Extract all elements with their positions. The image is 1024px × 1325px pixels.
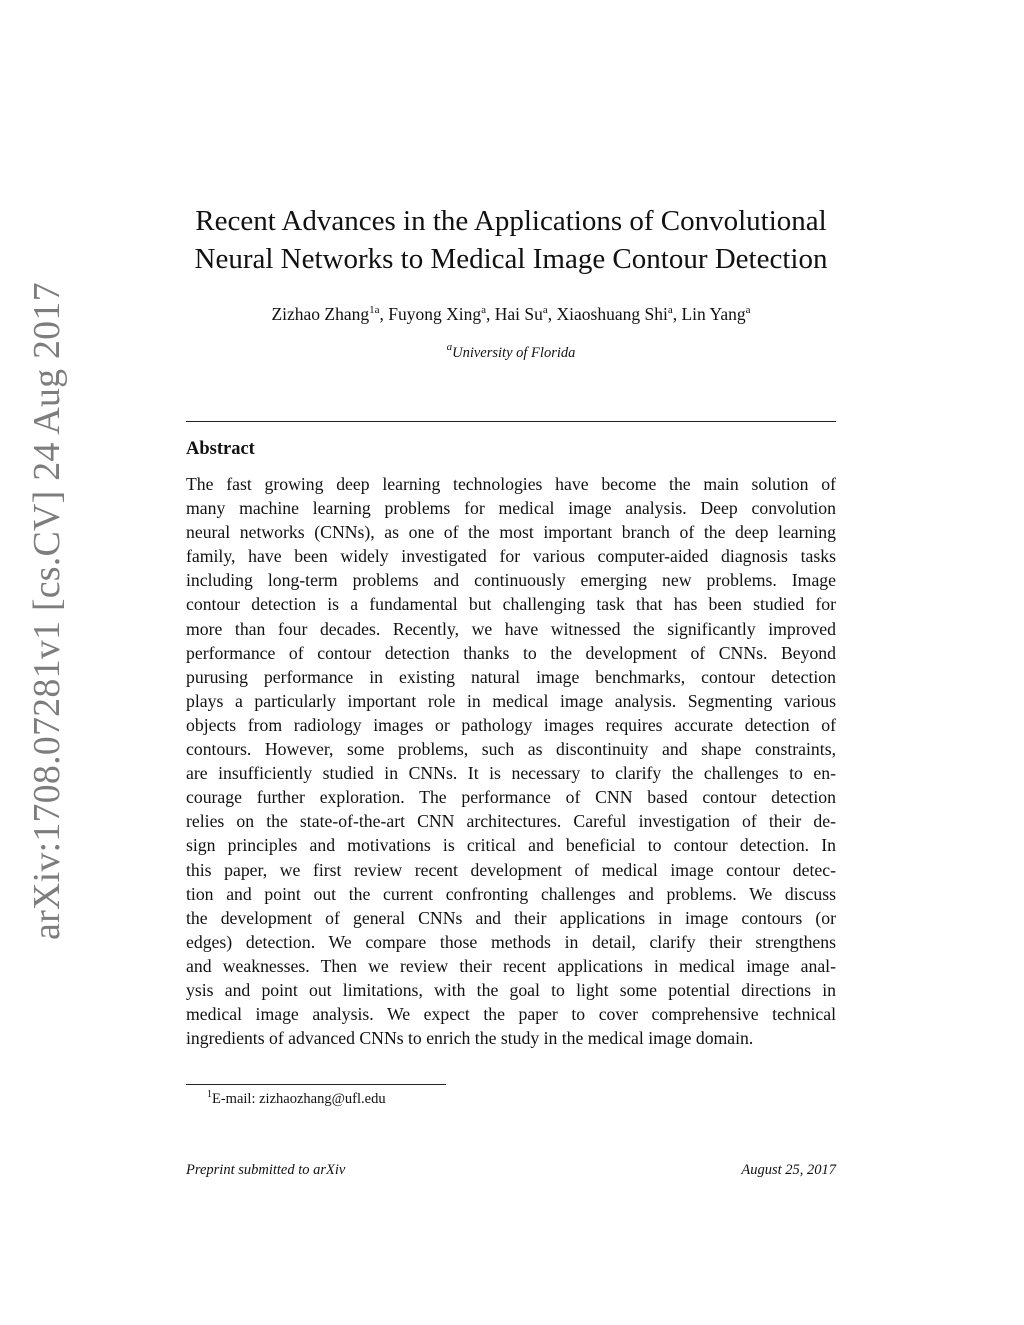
abstract-line: neural networks (CNNs), as one of the most important branch of the deep learning: [186, 522, 836, 543]
abstract-line: tion and point out the current confronting challenges and problems. We discuss: [186, 883, 836, 904]
abstract-line: family, have been widely investigated for various computer-aided diagnosis tasks: [186, 546, 836, 567]
title-line-2: Neural Networks to Medical Image Contour Detection: [194, 243, 828, 275]
abstract-line: this paper, we first review recent development of medical image contour detec-: [186, 859, 836, 880]
author-name: Fuyong Xing: [388, 304, 482, 324]
affiliation-mark: a: [446, 341, 453, 353]
abstract-line: edges) detection. We compare those methods in detail, clarify their strengthens: [186, 931, 836, 952]
abstract-line: performance of contour detection thanks to the development of CNNs. Beyond: [186, 642, 836, 663]
abstract-line: contour detection is a fundamental but challenging task that has been studied for: [186, 594, 836, 615]
affiliation-name: University of Florida: [452, 345, 576, 361]
abstract-line: purusing performance in existing natural image benchmarks, contour detection: [186, 666, 836, 687]
abstract-line: more than four decades. Recently, we have witnessed the significantly improved: [186, 618, 836, 639]
abstract-line: ysis and point out limitations, with the goal to light some potential directions in: [186, 979, 836, 1000]
header-divider: [186, 421, 836, 422]
abstract-line: are insufficiently studied in CNNs. It is necessary to clarify the challenges to en-: [186, 763, 836, 784]
footer-date: August 25, 2017: [741, 1162, 836, 1178]
author-affiliation-mark: a: [542, 304, 548, 316]
abstract-line: courage further exploration. The performance of CNN based contour detection: [186, 787, 836, 808]
author-affiliation-mark: a: [667, 304, 673, 316]
footer-preprint-note: Preprint submitted to arXiv: [186, 1162, 346, 1178]
paper-title: [186, 202, 836, 278]
footnote: [207, 1089, 386, 1109]
abstract-line: relies on the state-of-the-art CNN architectures. Careful investigation of their de-: [186, 811, 836, 832]
author-name: Xiaoshuang Shi: [556, 304, 668, 324]
author-name: Lin Yang: [681, 304, 746, 324]
author-list: Zizhao Zhang$^{1a}$, Fuyong Xing$^a$, Hai Su$^a$, Xiaoshuang Shi$^a$, Lin Yang$^a$: [271, 304, 751, 324]
title-line-1: Recent Advances in the Applications of Convolutional: [195, 205, 827, 237]
arxiv-identifier-stamp: arXiv:1708.07281v1 [cs.CV] 24 Aug 2017: [26, 282, 68, 940]
abstract-heading: Abstract: [186, 439, 255, 459]
author-affiliation-mark: 1a: [369, 304, 380, 316]
abstract-line: many machine learning problems for medical image analysis. Deep convolution: [186, 498, 836, 519]
footnote-divider: [186, 1084, 446, 1085]
footnote-email: E-mail: zizhaozhang@ufl.edu: [212, 1091, 386, 1107]
abstract-line: contours. However, some problems, such as discontinuity and shape constraints,: [186, 739, 836, 760]
abstract-line: sign principles and motivations is critical and beneficial to contour detection. In: [186, 835, 836, 856]
abstract-line: ingredients of advanced CNNs to enrich the study in the medical image domain.: [186, 1028, 754, 1049]
abstract-line: The fast growing deep learning technologies have become the main solution of: [186, 474, 836, 494]
author-affiliation-mark: a: [481, 304, 486, 316]
abstract-line: the development of general CNNs and their applications in image contours (or: [186, 907, 836, 928]
abstract-body: [186, 472, 836, 1050]
abstract-line: plays a particularly important role in medical image analysis. Segmenting various: [186, 690, 836, 711]
abstract-line: and weaknesses. Then we review their recent applications in medical image anal-: [186, 955, 836, 976]
affiliation: [186, 342, 836, 364]
footnote-mark: 1: [207, 1089, 212, 1100]
abstract-line: including long-term problems and continuously emerging new problems. Image: [186, 570, 836, 591]
author-affiliation-mark: a: [745, 304, 751, 316]
abstract-line: objects from radiology images or pathology images requires accurate detection of: [186, 714, 836, 735]
abstract-line: medical image analysis. We expect the paper to cover comprehensive technical: [186, 1004, 836, 1025]
author-name: Hai Su: [494, 304, 543, 324]
author-name: Zizhao Zhang: [271, 304, 370, 324]
